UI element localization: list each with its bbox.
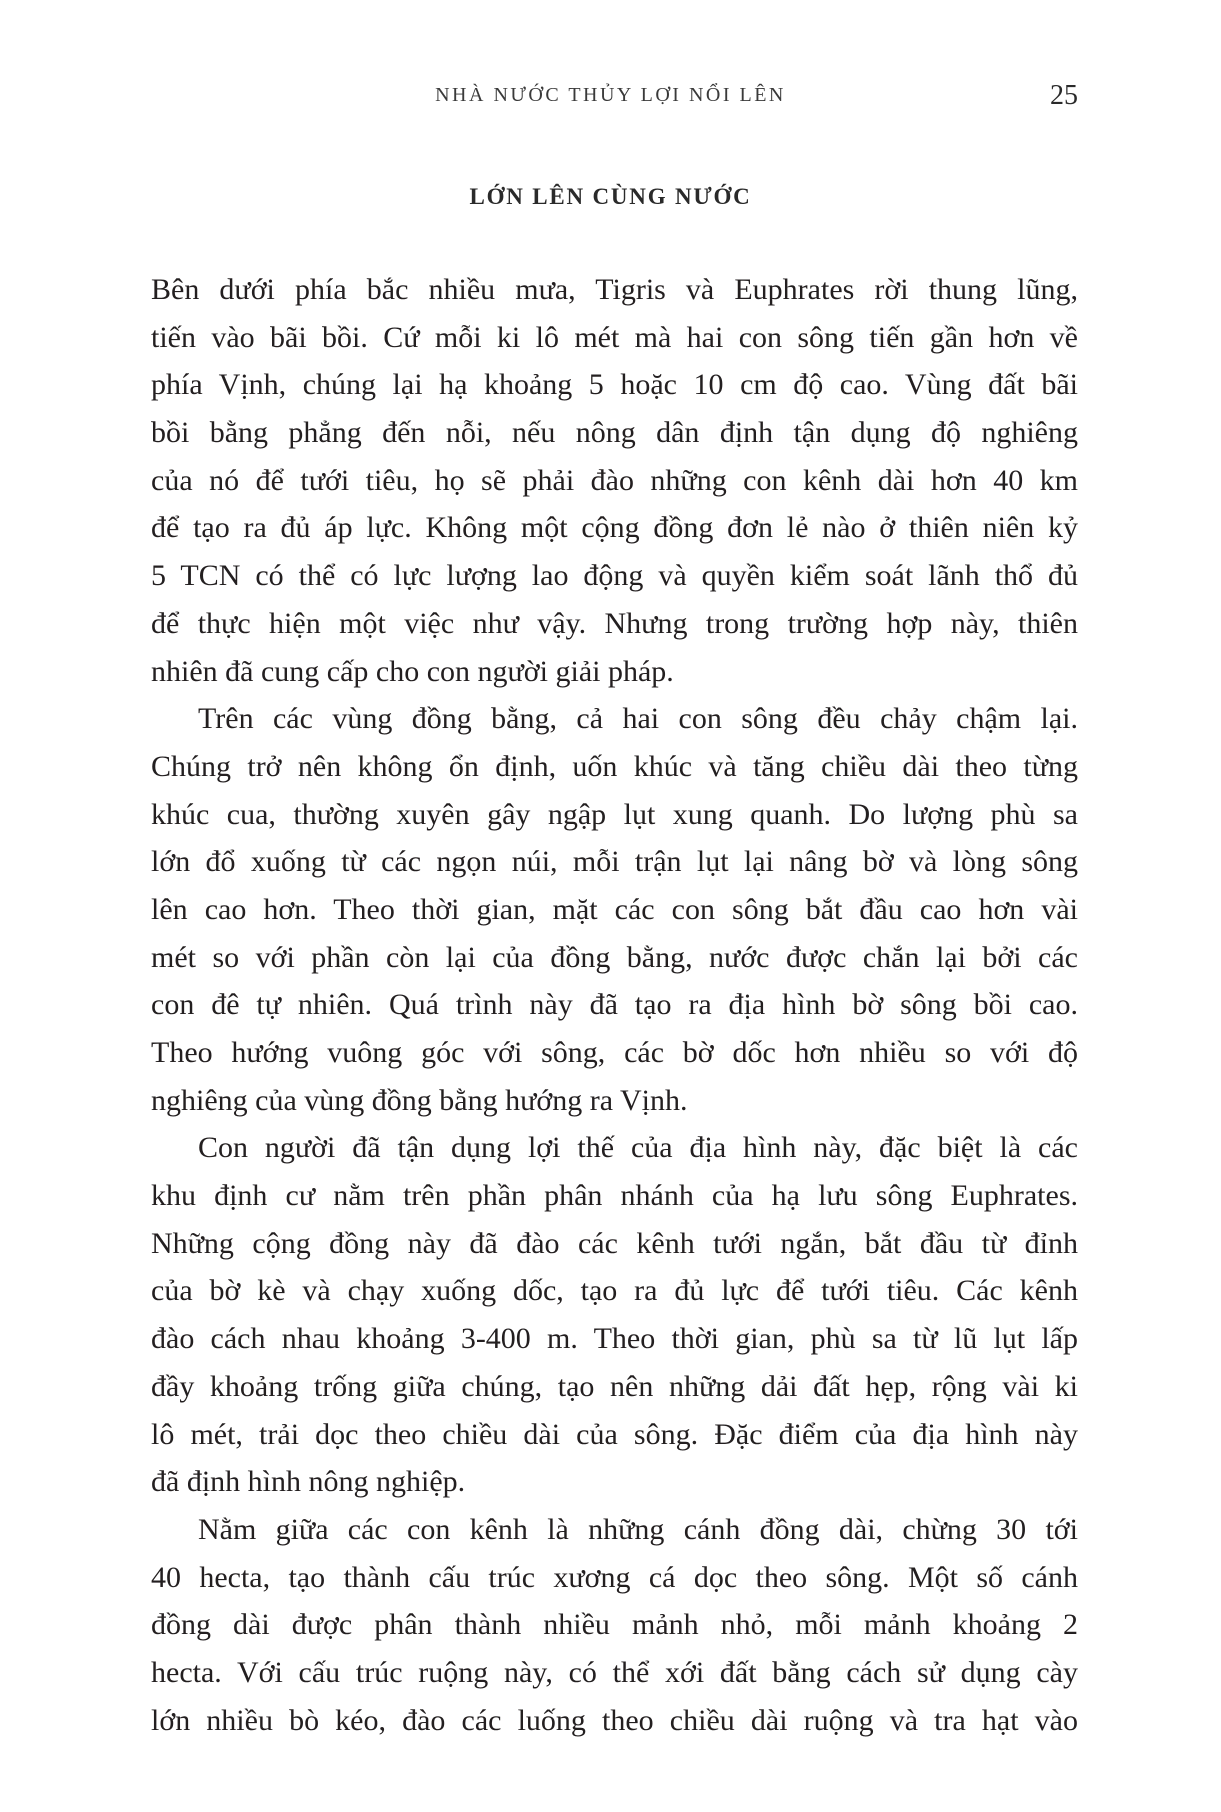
text-line: hecta. Với cấu trúc ruộng này, có thể xới đất bằng cách sử dụng cày <box>151 1655 1078 1689</box>
text-line: lô mét, trải dọc theo chiều dài của sông. Đặc điểm của địa hình này <box>151 1417 1078 1451</box>
text-line: của nó để tưới tiêu, họ sẽ phải đào những con kênh dài hơn 40 km <box>151 463 1078 497</box>
text-line: của bờ kè và chạy xuống dốc, tạo ra đủ lực để tưới tiêu. Các kênh <box>151 1274 1078 1308</box>
text-line: để thực hiện một việc như vậy. Nhưng trong trường hợp này, thiên <box>151 606 1078 640</box>
text-line: mét so với phần còn lại của đồng bằng, nước được chắn lại bởi các <box>151 940 1078 974</box>
text-line: 5 TCN có thể có lực lượng lao động và quyền kiểm soát lãnh thổ đủ <box>151 559 1078 593</box>
paragraph <box>151 1506 1078 1744</box>
text-line: Bên dưới phía bắc nhiều mưa, Tigris và Euphrates rời thung lũng, <box>151 273 1078 306</box>
body-text <box>151 266 1078 1744</box>
text-line: đào cách nhau khoảng 3-400 m. Theo thời gian, phù sa từ lũ lụt lấp <box>151 1322 1078 1356</box>
section-title: LỚN LÊN CÙNG NƯỚC <box>469 184 752 209</box>
text-line: bồi bằng phẳng đến nỗi, nếu nông dân định tận dụng độ nghiêng <box>151 416 1078 450</box>
text-line: Những cộng đồng này đã đào các kênh tưới ngắn, bắt đầu từ đỉnh <box>151 1226 1078 1260</box>
paragraph <box>151 695 1078 1124</box>
text-line: đầy khoảng trống giữa chúng, tạo nên những dải đất hẹp, rộng vài ki <box>151 1369 1078 1403</box>
page-number: 25 <box>1050 80 1078 111</box>
text-line: Theo hướng vuông góc với sông, các bờ dốc hơn nhiều so với độ <box>151 1036 1078 1069</box>
text-line: đã định hình nông nghiệp. <box>151 1465 466 1499</box>
text-line: khu định cư nằm trên phần phân nhánh của hạ lưu sông Euphrates. <box>151 1179 1078 1213</box>
text-line: phía Vịnh, chúng lại hạ khoảng 5 hoặc 10 cm độ cao. Vùng đất bãi <box>151 368 1078 402</box>
text-line: lên cao hơn. Theo thời gian, mặt các con sông bắt đầu cao hơn vài <box>151 892 1078 926</box>
text-line: con đê tự nhiên. Quá trình này đã tạo ra địa hình bờ sông bồi cao. <box>151 988 1078 1022</box>
text-line: lớn nhiều bò kéo, đào các luống theo chiều dài ruộng và tra hạt vào <box>151 1703 1078 1737</box>
text-line: đồng dài được phân thành nhiều mảnh nhỏ, mỗi mảnh khoảng 2 <box>151 1608 1078 1642</box>
text-line: 40 hecta, tạo thành cấu trúc xương cá dọc theo sông. Một số cánh <box>151 1560 1078 1594</box>
text-line: Nằm giữa các con kênh là những cánh đồng dài, chừng 30 tới <box>198 1512 1078 1546</box>
paragraph <box>151 266 1078 695</box>
text-line: nghiêng của vùng đồng bằng hướng ra Vịnh. <box>151 1083 688 1117</box>
text-line: tiến vào bãi bồi. Cứ mỗi ki lô mét mà hai con sông tiến gần hơn về <box>151 320 1078 354</box>
running-head-title: NHÀ NƯỚC THỦY LỢI NỔI LÊN <box>435 84 786 106</box>
text-line: Con người đã tận dụng lợi thế của địa hình này, đặc biệt là các <box>198 1131 1078 1165</box>
text-line: khúc cua, thường xuyên gây ngập lụt xung quanh. Do lượng phù sa <box>151 797 1078 831</box>
text-line: nhiên đã cung cấp cho con người giải pháp. <box>151 654 674 688</box>
paragraph <box>151 1124 1078 1506</box>
text-line: lớn đổ xuống từ các ngọn núi, mỗi trận lụt lại nâng bờ và lòng sông <box>151 845 1078 879</box>
text-line: để tạo ra đủ áp lực. Không một cộng đồng đơn lẻ nào ở thiên niên kỷ <box>151 511 1078 545</box>
text-line: Trên các vùng đồng bằng, cả hai con sông đều chảy chậm lại. <box>198 702 1078 736</box>
text-line: Chúng trở nên không ổn định, uốn khúc và tăng chiều dài theo từng <box>151 749 1078 783</box>
